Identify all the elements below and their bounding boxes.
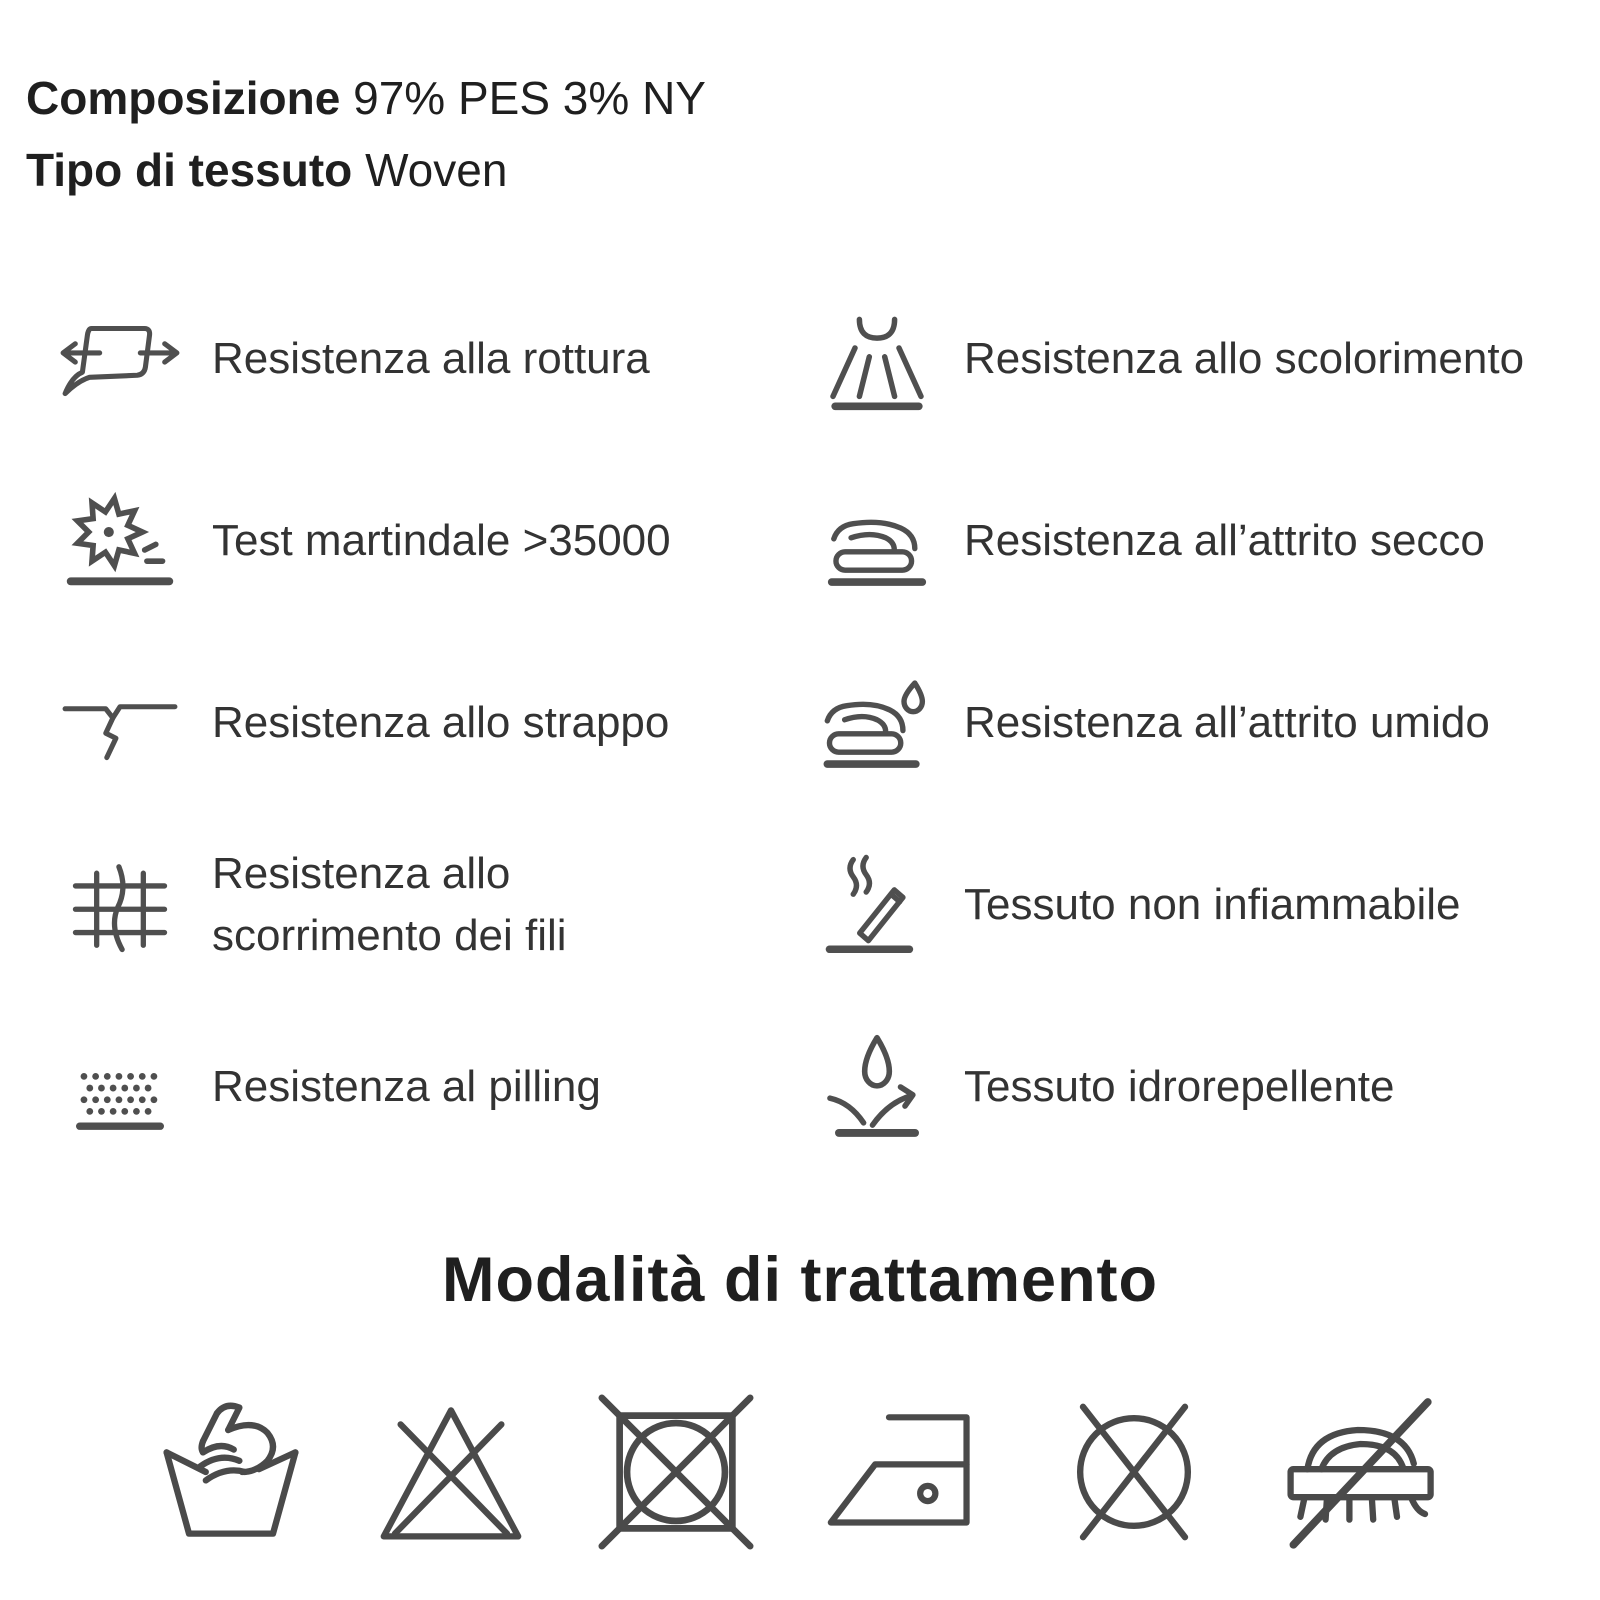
water-repellent-icon <box>802 1031 952 1143</box>
feature-label: Tessuto idrorepellente <box>964 1062 1395 1112</box>
feature-wet-rub <box>802 632 1564 814</box>
fabric-type-line <box>26 134 706 206</box>
thread-slippage-icon <box>40 852 200 958</box>
fabric-type-value: Woven <box>365 144 508 196</box>
do-not-dry-clean-icon <box>1049 1387 1219 1557</box>
feature-tensile-strength <box>40 268 802 450</box>
wet-rub-resistance-icon <box>802 669 952 777</box>
dry-rub-resistance-icon <box>802 487 952 595</box>
feature-label: Resistenza allo scorrimento dei fili <box>212 849 567 960</box>
care-symbols-row <box>0 1372 1600 1572</box>
feature-label: Resistenza al pilling <box>212 1062 601 1112</box>
feature-fade-resistance <box>802 268 1564 450</box>
feature-water-repellent <box>802 996 1564 1178</box>
fabric-type-label: Tipo di tessuto <box>26 144 353 196</box>
do-not-brush-icon <box>1271 1388 1453 1556</box>
composition-value: 97% PES 3% NY <box>353 72 706 124</box>
do-not-tumble-dry-icon <box>587 1383 765 1561</box>
composition-line <box>26 62 706 134</box>
feature-label: Resistenza all’attrito secco <box>964 516 1485 566</box>
feature-thread-slippage <box>40 814 802 996</box>
feature-martindale <box>40 450 802 632</box>
treatment-title: Modalità di trattamento <box>441 1245 1159 1315</box>
fabric-features-grid <box>40 268 1570 1178</box>
tear-resistance-icon <box>40 682 200 764</box>
composition-label: Composizione <box>26 72 341 124</box>
sun-fade-resistance-icon <box>802 304 952 414</box>
feature-dry-rub <box>802 450 1564 632</box>
do-not-bleach-icon <box>367 1388 535 1556</box>
pilling-resistance-icon <box>40 1034 200 1140</box>
feature-non-flammable <box>802 814 1564 996</box>
feature-label: Resistenza all’attrito umido <box>964 698 1490 748</box>
iron-low-temperature-icon <box>817 1392 997 1552</box>
feature-label: Resistenza allo scolorimento <box>964 334 1525 384</box>
feature-label: Resistenza alla rottura <box>212 334 650 384</box>
non-flammable-icon <box>802 851 952 959</box>
feature-tear-resistance <box>40 632 802 814</box>
hand-wash-icon <box>147 1388 315 1556</box>
feature-label: Resistenza allo strappo <box>212 698 670 748</box>
feature-label: Test martindale >35000 <box>212 516 671 566</box>
feature-pilling <box>40 996 802 1178</box>
feature-label: Tessuto non infiammabile <box>964 880 1461 930</box>
martindale-abrasion-icon <box>40 485 200 597</box>
tensile-strength-icon <box>40 312 200 406</box>
product-specs-header <box>26 62 706 206</box>
